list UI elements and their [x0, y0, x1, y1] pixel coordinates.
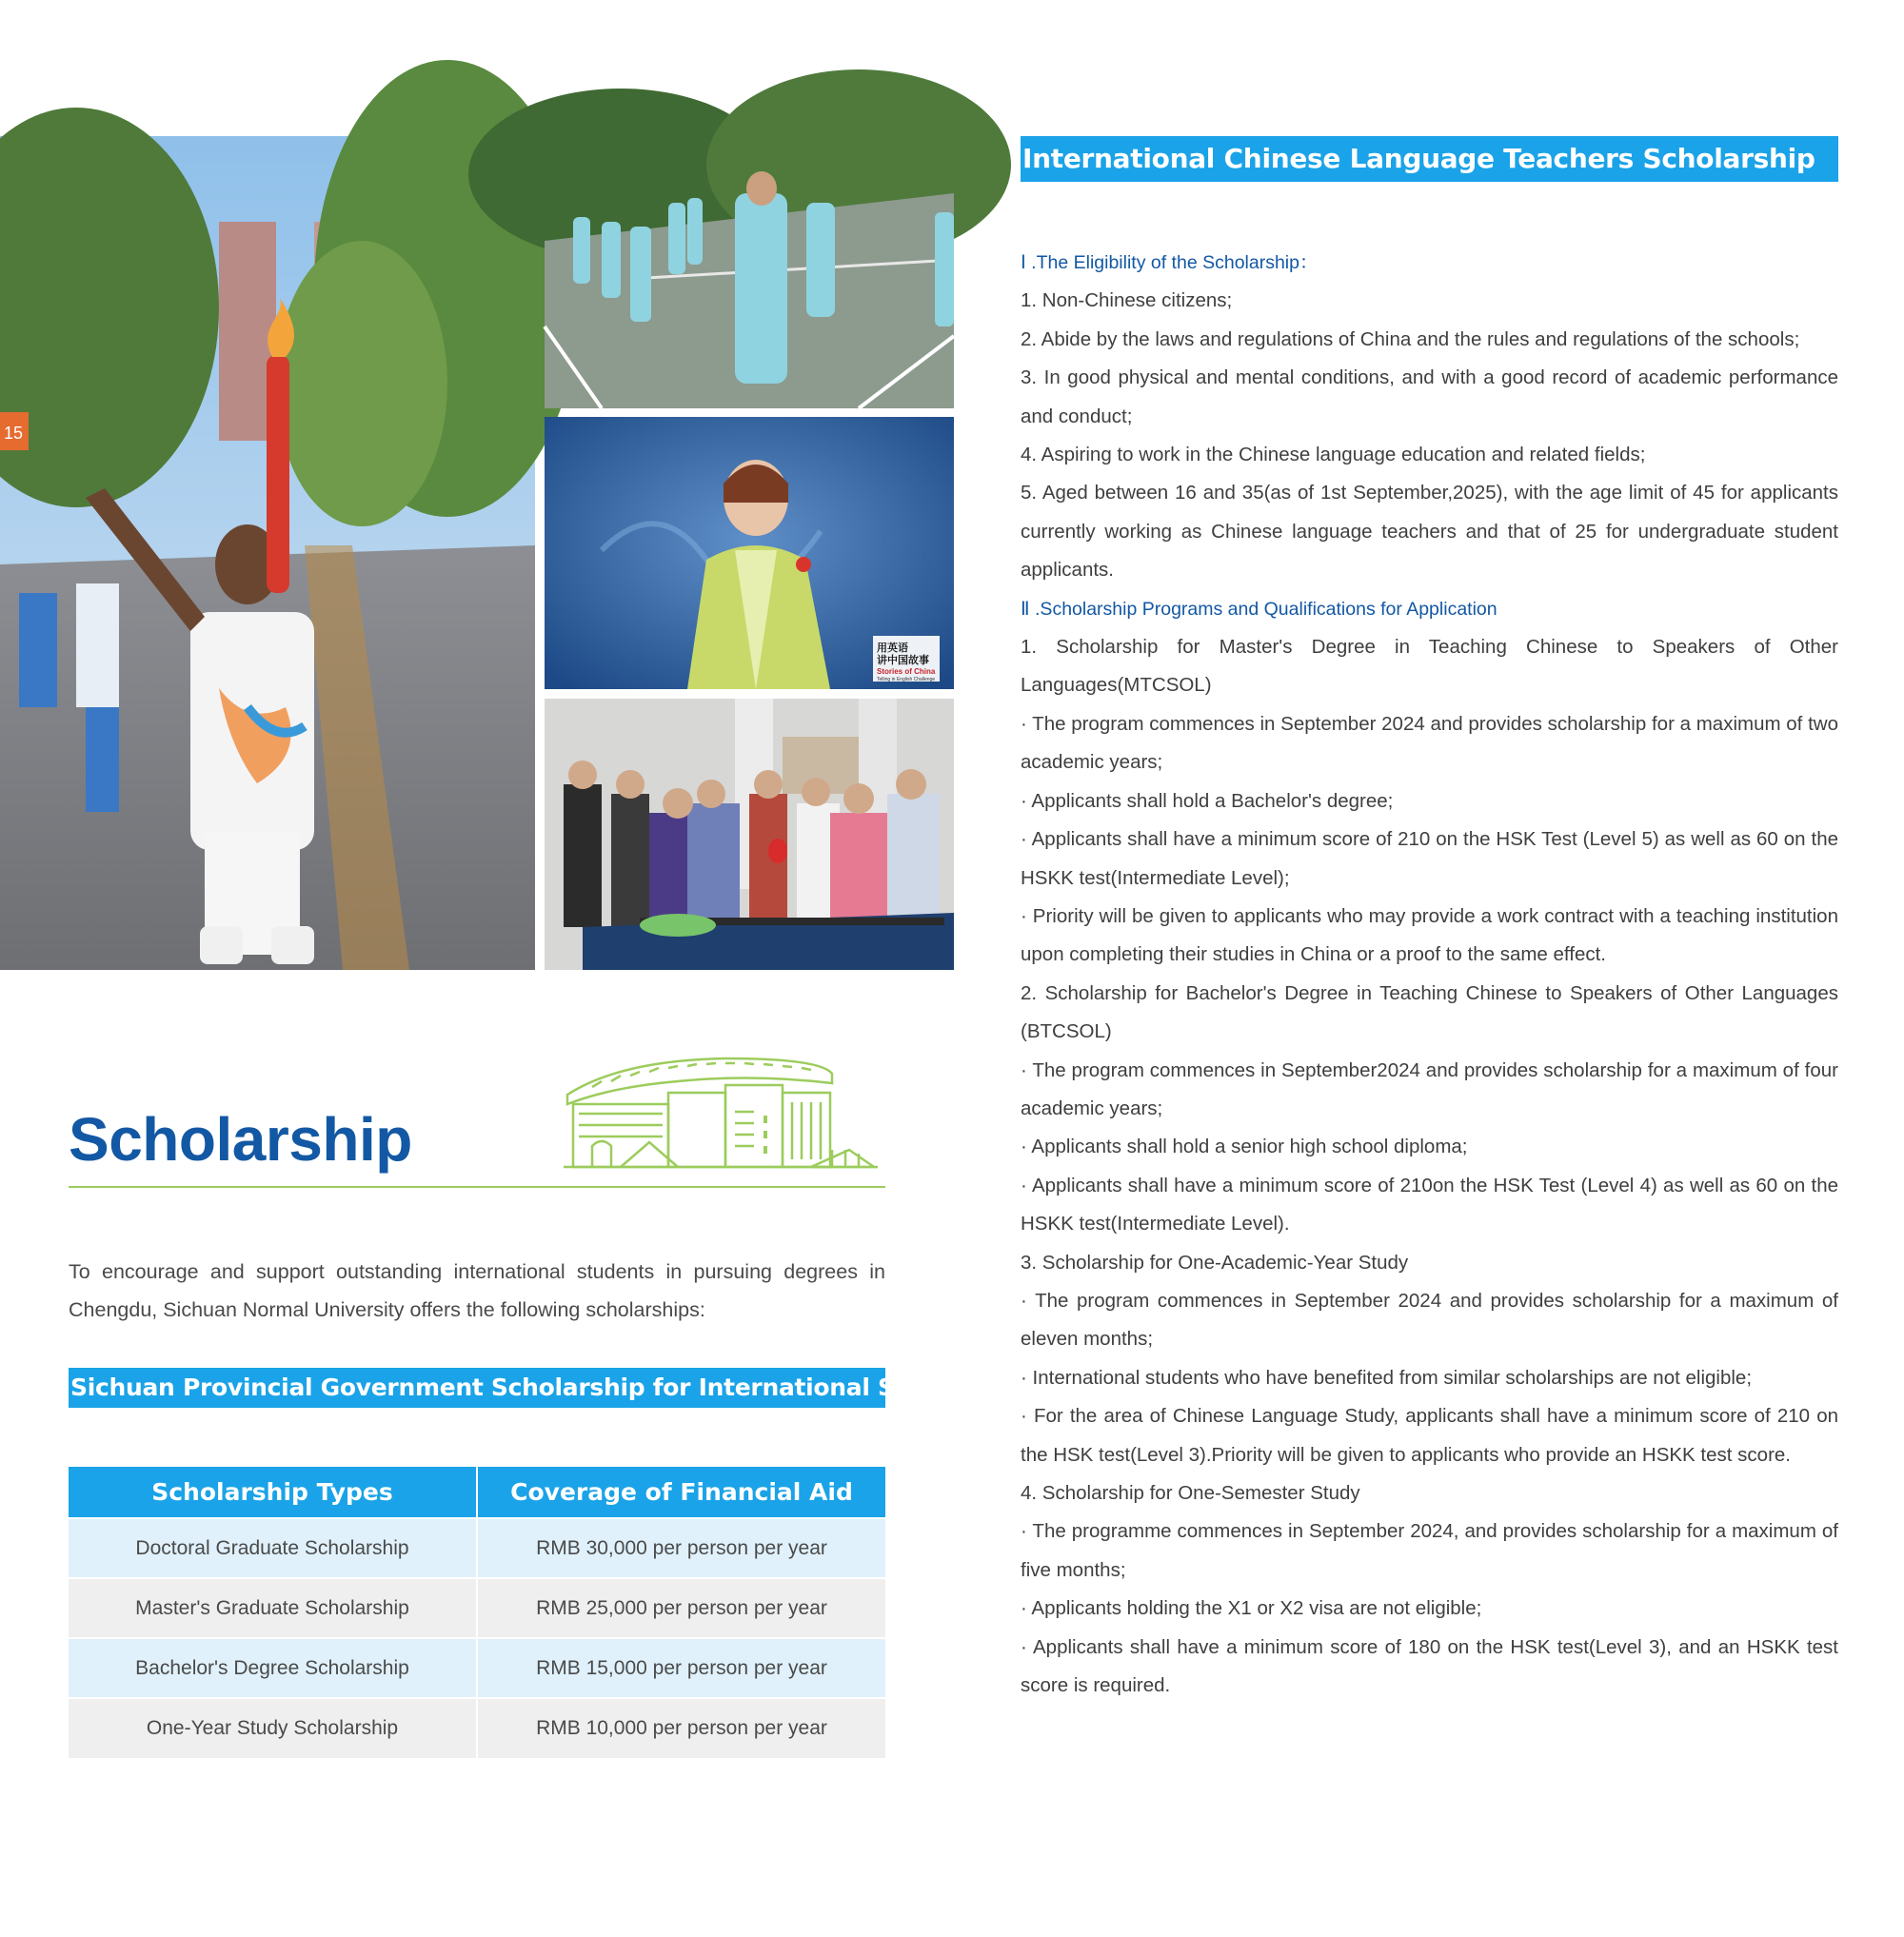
column-header-types: Scholarship Types — [69, 1467, 477, 1518]
program-bullet: · Priority will be given to applicants who may provide a work contract with a teaching institution upon completing their studies in China or a proof to the same effect. — [1021, 904, 1838, 966]
eligibility-item: 5. Aged between 16 and 35(as of 1st September,2025), with the age limit of 45 for applicants currently working as Chinese language teachers and that of 25 for undergraduate student applicants. — [1021, 482, 1838, 582]
photo-hanfu-storytelling — [545, 417, 954, 689]
table-cell-type: Master's Graduate Scholarship — [69, 1578, 477, 1638]
hanfu-caption-en-1: Stories of China — [877, 667, 936, 676]
program-title-mtcsol: 1. Scholarship for Master's Degree in Teaching Chinese to Speakers of Other Languages(MTCSOL) — [1021, 636, 1838, 697]
table-row — [69, 1698, 885, 1758]
section-heading-programs: Ⅱ .Scholarship Programs and Qualifications for Application — [1021, 598, 1497, 620]
page-title: Scholarship — [69, 1105, 412, 1174]
program-bullet: · Applicants shall have a minimum score of 210on the HSK Test (Level 4) as well as 60 on the HSKK test(Intermediate Level). — [1021, 1174, 1838, 1235]
section-heading-eligibility: Ⅰ .The Eligibility of the Scholarship： — [1021, 252, 1319, 273]
scholarship-coverage-table — [69, 1467, 885, 1758]
hanfu-caption-en-2: Telling in English Challenge — [877, 677, 936, 682]
column-header-coverage: Coverage of Financial Aid — [477, 1467, 885, 1518]
table-cell-coverage: RMB 10,000 per person per year — [477, 1698, 885, 1758]
table-cell-coverage: RMB 15,000 per person per year — [477, 1638, 885, 1698]
eligibility-item: 3. In good physical and mental conditions, and with a good record of academic performance and conduct; — [1021, 366, 1838, 427]
stadium-illustration — [564, 1055, 878, 1171]
program-bullet: · The program commences in September 2024 and provides scholarship for a maximum of two academic years; — [1021, 712, 1838, 774]
table-cell-type: Bachelor's Degree Scholarship — [69, 1638, 477, 1698]
photo-taichi-practice — [545, 136, 954, 408]
photo-torch-relay — [0, 136, 535, 970]
table-header-row — [69, 1467, 885, 1518]
program-bullet: · Applicants shall have a minimum score of 210 on the HSK Test (Level 5) as well as 60 on the HSKK test(Intermediate Level); — [1021, 828, 1838, 889]
hanfu-caption-cn-2: 讲中国故事 — [877, 654, 929, 666]
table-cell-type: One-Year Study Scholarship — [69, 1698, 477, 1758]
eligibility-item: 1. Non-Chinese citizens; — [1021, 289, 1233, 312]
program-bullet: · Applicants shall hold a Bachelor's degree; — [1021, 789, 1394, 812]
table-cell-type: Doctoral Graduate Scholarship — [69, 1518, 477, 1578]
program-bullet: · The programme commences in September 2024, and provides scholarship for a maximum of five months; — [1021, 1520, 1838, 1581]
program-bullet: · International students who have benefited from similar scholarships are not eligible; — [1021, 1366, 1753, 1389]
table-cell-coverage: RMB 30,000 per person per year — [477, 1518, 885, 1578]
table-row — [69, 1518, 885, 1578]
table-cell-coverage: RMB 25,000 per person per year — [477, 1578, 885, 1638]
sichuan-scholarship-heading: Sichuan Provincial Government Scholarship for International Students — [69, 1368, 885, 1408]
teachers-scholarship-body — [1021, 244, 1838, 1705]
photo-table-tennis — [545, 699, 954, 970]
table-row — [69, 1578, 885, 1638]
teachers-scholarship-heading: International Chinese Language Teachers Scholarship — [1021, 136, 1838, 182]
program-bullet: · Applicants shall have a minimum score of 180 on the HSK test(Level 3), and an HSKK test score is required. — [1021, 1635, 1838, 1697]
eligibility-item: 2. Abide by the laws and regulations of China and the rules and regulations of the schools; — [1021, 327, 1800, 350]
table-row — [69, 1638, 885, 1698]
hanfu-caption-cn-1: 用英语 — [877, 642, 908, 654]
program-bullet: · Applicants holding the X1 or X2 visa are not eligible; — [1021, 1597, 1482, 1620]
program-title-one-year: 3. Scholarship for One-Academic-Year Study — [1021, 1251, 1409, 1274]
torch-banner-number: 15 — [4, 424, 24, 443]
program-bullet: · The program commences in September 2024 and provides scholarship for a maximum of eleven months; — [1021, 1289, 1838, 1351]
program-title-btcsol: 2. Scholarship for Bachelor's Degree in Teaching Chinese to Speakers of Other Languages (BTCSOL) — [1021, 981, 1838, 1043]
title-divider — [69, 1186, 885, 1188]
program-bullet: · Applicants shall hold a senior high school diploma; — [1021, 1136, 1468, 1158]
eligibility-item: 4. Aspiring to work in the Chinese language education and related fields; — [1021, 444, 1646, 466]
program-bullet: · The program commences in September2024 and provides scholarship for a maximum of four academic years; — [1021, 1058, 1838, 1119]
intro-paragraph: To encourage and support outstanding international students in pursuing degrees in Chengdu, Sichuan Normal University offers the following scholarships: — [69, 1260, 885, 1321]
program-bullet: · For the area of Chinese Language Study, applicants shall have a minimum score of 210 on the HSK test(Level 3).Priority will be given to applicants who provide an HSKK test score. — [1021, 1405, 1838, 1466]
program-title-one-semester: 4. Scholarship for One-Semester Study — [1021, 1482, 1360, 1504]
